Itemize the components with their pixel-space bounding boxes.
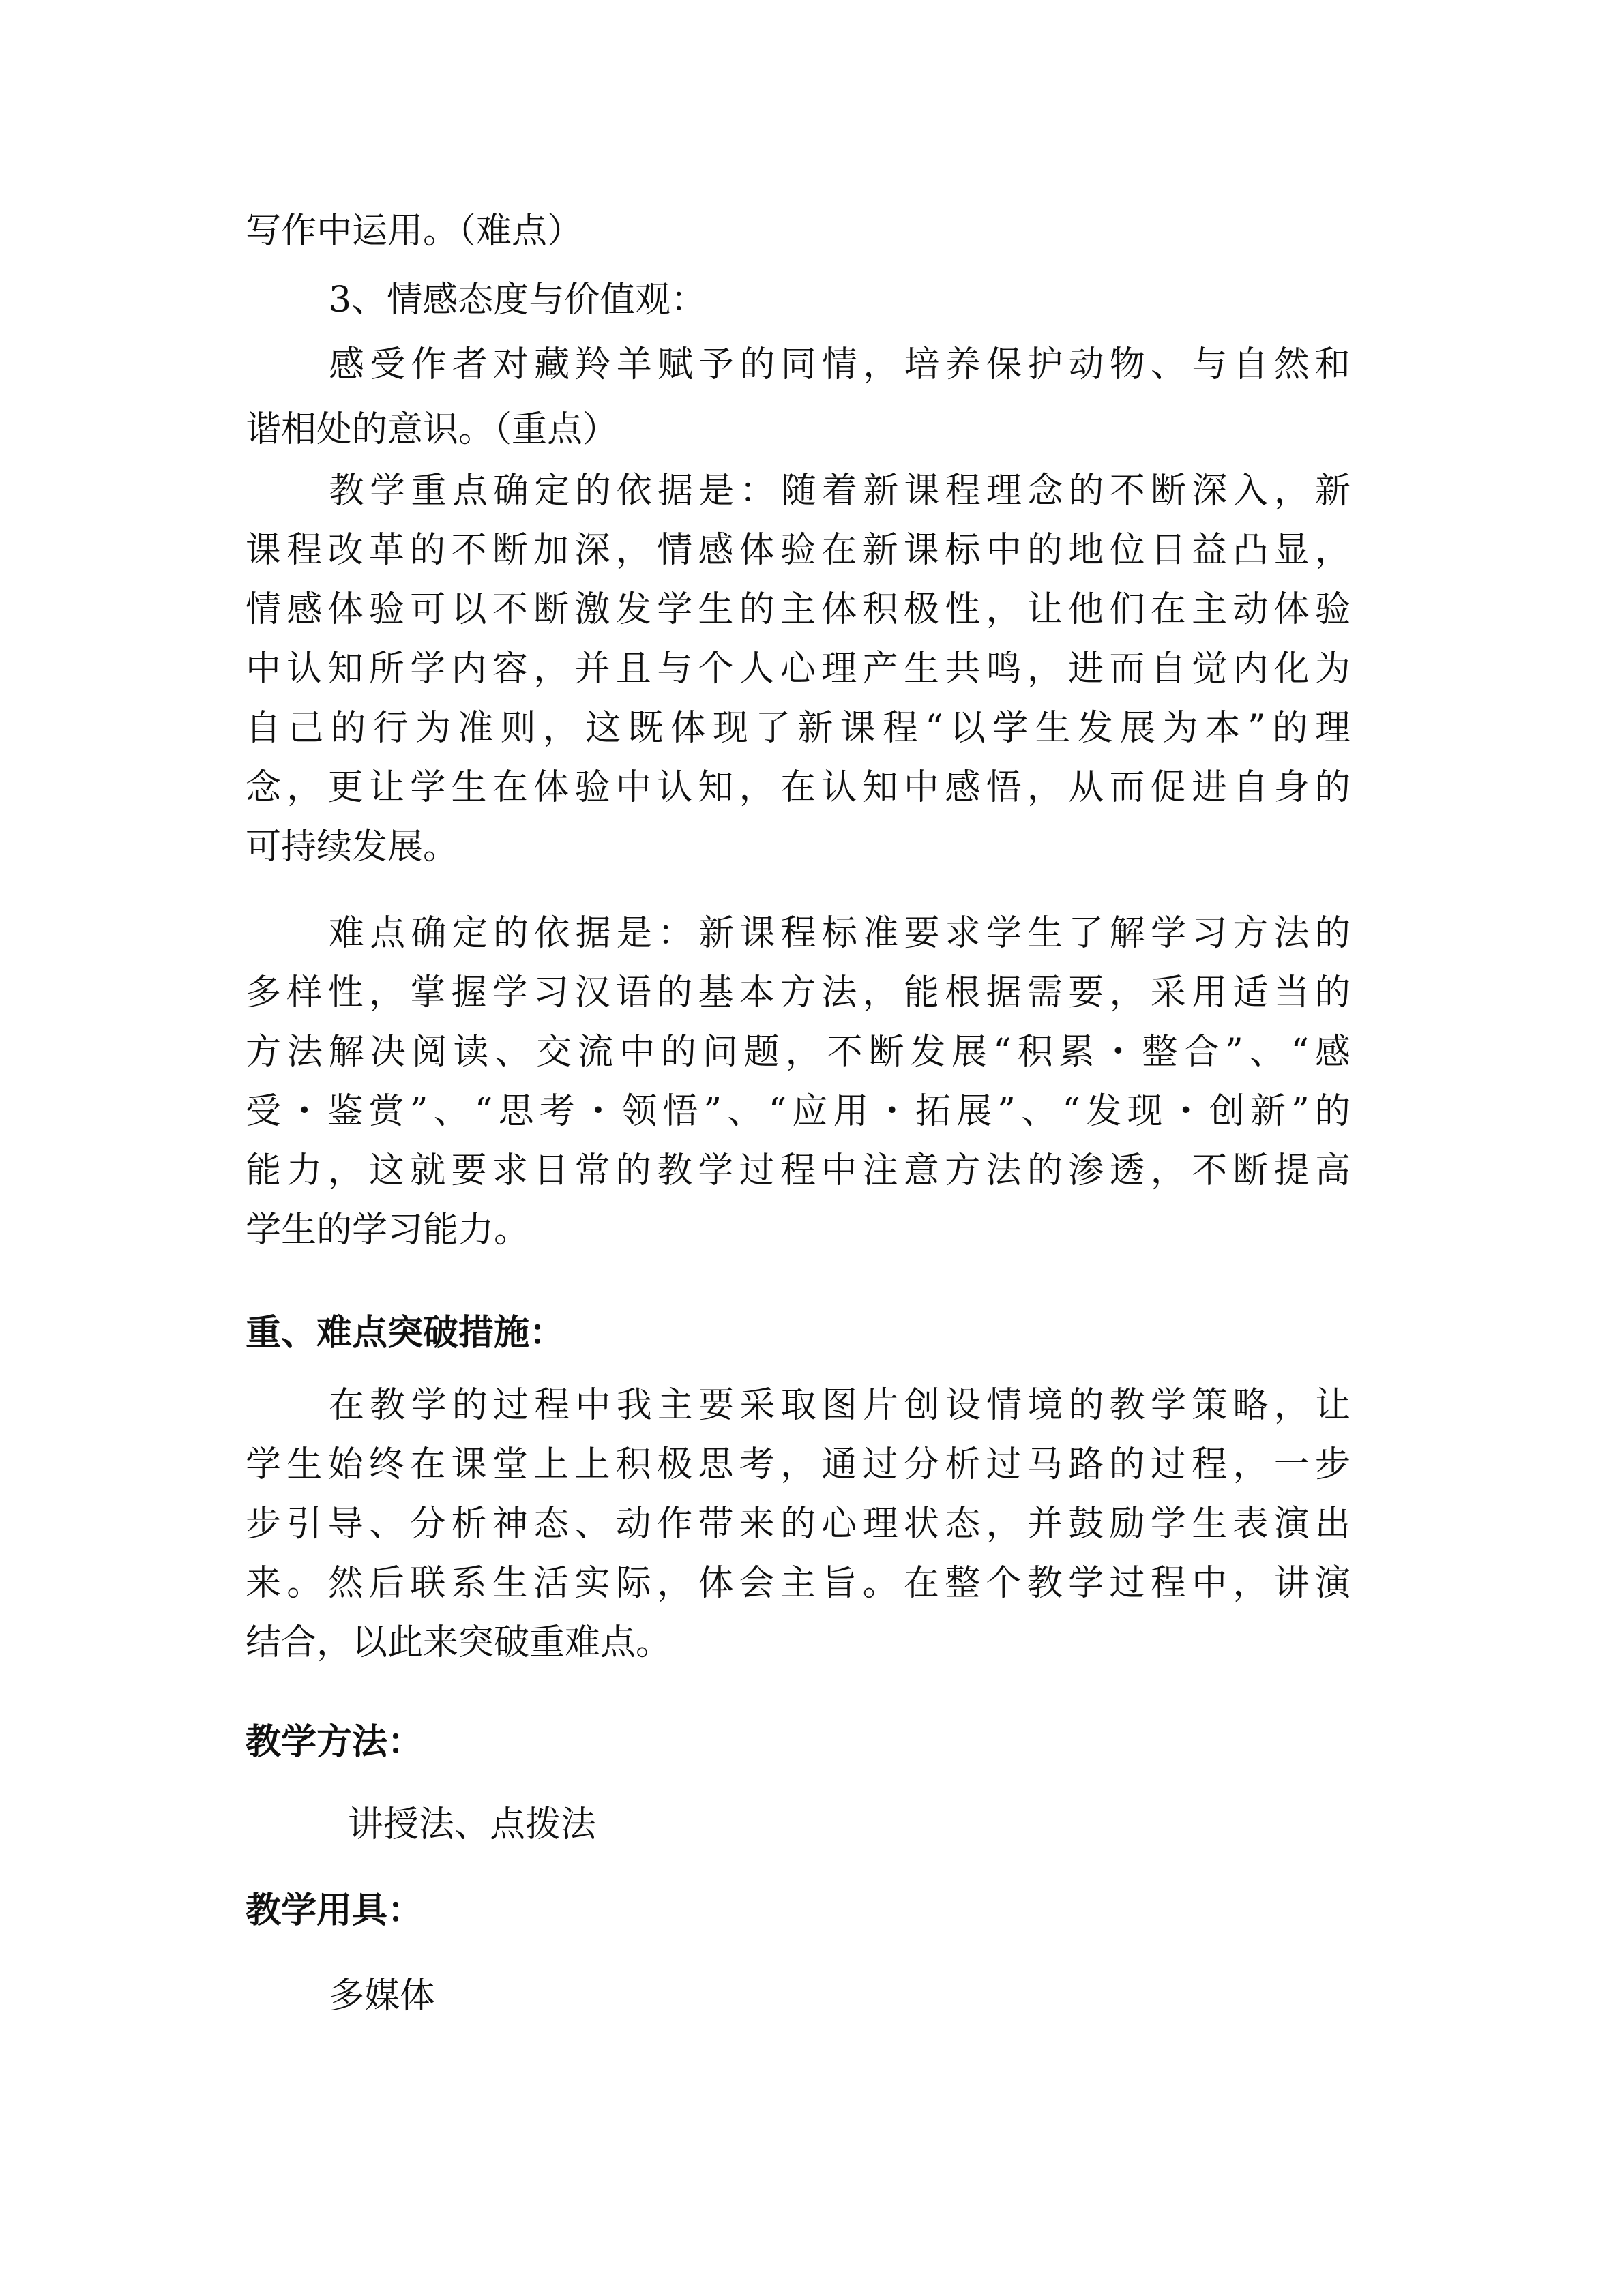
text-line: 教学重点确定的依据是：随着新课程理念的不断深入，新 bbox=[329, 471, 1350, 511]
text-line: 在教学的过程中我主要采取图片创设情境的教学策略，让 bbox=[329, 1385, 1350, 1426]
text-line: 课程改革的不断加深，情感体验在新课标中的地位日益凸显， bbox=[246, 530, 1350, 571]
text-line: 能力，这就要求日常的教学过程中注意方法的渗透，不断提高 bbox=[246, 1150, 1350, 1191]
text-line: 中认知所学内容，并且与个人心理产生共鸣，进而自觉内化为 bbox=[246, 648, 1350, 689]
text-line: 多媒体 bbox=[329, 1976, 436, 2016]
text-line: 情感体验可以不断激发学生的主体积极性，让他们在主动体验 bbox=[246, 589, 1350, 630]
text-line: 受・鉴赏”、“思考・领悟”、“应用・拓展”、“发现・创新”的 bbox=[246, 1091, 1350, 1132]
section-heading: 教学方法： bbox=[246, 1722, 424, 1763]
text-line: 讲授法、点拨法 bbox=[348, 1804, 597, 1845]
text-line: 来。然后联系生活实际，体会主旨。在整个教学过程中，讲演 bbox=[246, 1563, 1350, 1604]
text-line: 难点确定的依据是：新课程标准要求学生了解学习方法的 bbox=[329, 913, 1350, 954]
text-line: 学生始终在课堂上上积极思考，通过分析过马路的过程，一步 bbox=[246, 1444, 1350, 1485]
section-title: 3、情感态度与价值观： bbox=[329, 280, 707, 320]
text-line: 结合，以此来突破重难点。 bbox=[246, 1622, 672, 1663]
text-line: 步引导、分析神态、动作带来的心理状态，并鼓励学生表演出 bbox=[246, 1504, 1350, 1545]
text-line: 念，更让学生在体验中认知，在认知中感悟，从而促进自身的 bbox=[246, 767, 1350, 808]
text-line: 谐相处的意识。（重点） bbox=[246, 409, 619, 450]
text-line: 多样性，掌握学习汉语的基本方法，能根据需要，采用适当的 bbox=[246, 972, 1350, 1013]
text-line: 写作中运用。（难点） bbox=[246, 211, 583, 252]
text-line: 方法解决阅读、交流中的问题，不断发展“积累・整合”、“感 bbox=[246, 1032, 1350, 1073]
text-line: 自己的行为准则，这既体现了新课程“以学生发展为本”的理 bbox=[246, 708, 1350, 749]
section-heading: 教学用具： bbox=[246, 1890, 424, 1931]
section-heading: 重、难点突破措施： bbox=[246, 1313, 565, 1354]
text-line: 学生的学习能力。 bbox=[246, 1210, 530, 1251]
text-line: 可持续发展。 bbox=[246, 826, 459, 867]
text-line: 感受作者对藏羚羊赋予的同情，培养保护动物、与自然和 bbox=[329, 344, 1350, 385]
